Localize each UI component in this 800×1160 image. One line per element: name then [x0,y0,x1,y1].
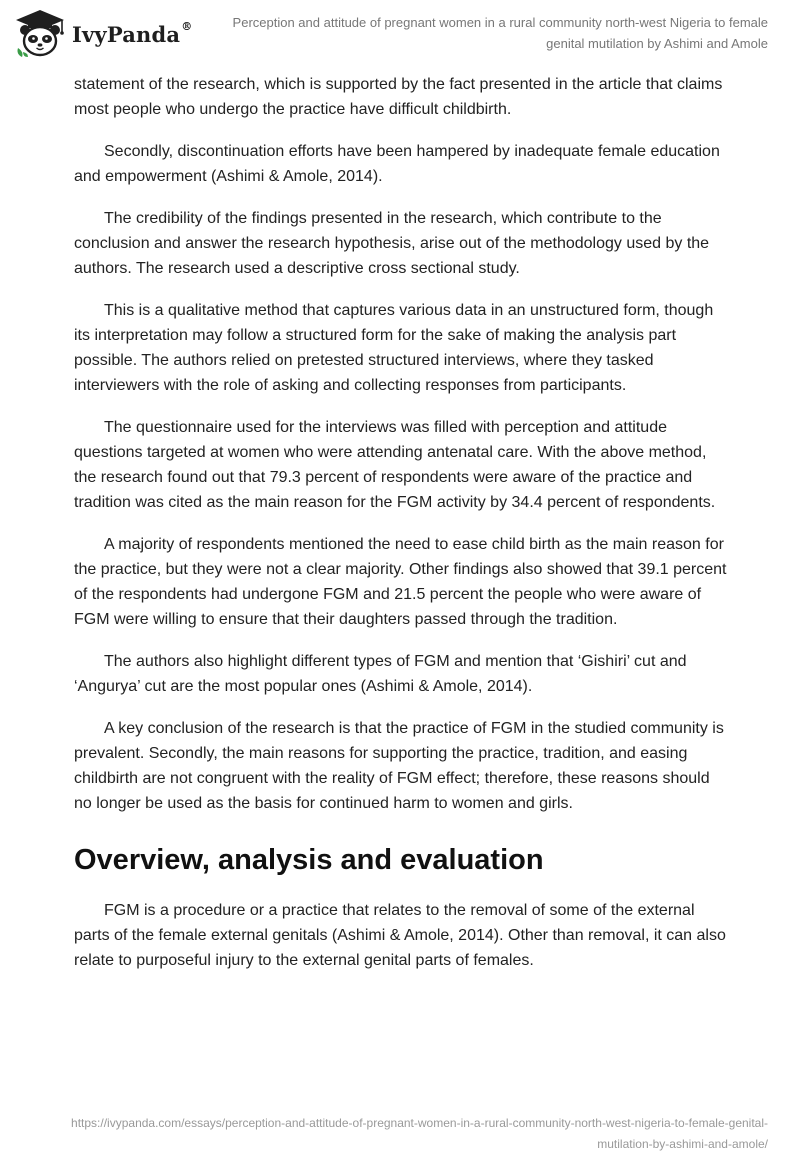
panda-graduate-icon [14,8,66,58]
paragraph: FGM is a procedure or a practice that relates to the removal of some of the external parts of the female external genitals (Ashimi & Amole, 2014). Other than removal, it can also relate to purposeful injury to the external genital parts of females. [74,902,726,969]
logo[interactable] [14,8,192,58]
paragraph: A key conclusion of the research is that the practice of FGM in the studied community is prevalent. Secondly, the main reasons for supporting the practice, tradition, and easing childbirth are not congruent with the reality of FGM effect; therefore, these reasons should no longer be used as the basis for continued harm to women and girls. [74,720,724,812]
paragraph: A majority of respondents mentioned the need to ease child birth as the main reason for the practice, but they were not a clear majority. Other findings also showed that 39.1 percent of the respondents had undergone FGM and 21.5 percent the people who were aware of FGM were willing to ensure that their daughters passed through the tradition. [74,536,727,628]
paragraph: Secondly, discontinuation efforts have been hampered by inadequate female education and empowerment (Ashimi & Amole, 2014). [74,143,720,185]
document-title: Perception and attitude of pregnant women in a rural community north-west Nigeria to female genital mutilation by Ashimi and Amole [232,15,768,51]
logo-text: IvyPanda® [72,19,193,47]
page-header [0,0,800,64]
paragraph: statement of the research, which is supported by the fact presented in the article that claims most people who undergo the practice have difficult childbirth. [74,76,723,118]
section-heading: Overview, analysis and evaluation [74,844,544,876]
footer-url[interactable]: https://ivypanda.com/essays/perception-and-attitude-of-pregnant-women-in-a-rural-community-north-west-nigeria-to-female-genital-mutilation-by-ashimi-and-amole/ [71,1116,768,1151]
paragraph: This is a qualitative method that captures various data in an unstructured form, though its interpretation may follow a structured form for the sake of making the analysis part possible. The authors relied on pretested structured interviews, where they tasked interviewers with the role of asking and collecting responses from participants. [74,302,714,394]
paragraph: The authors also highlight different types of FGM and mention that ‘Gishiri’ cut and ‘Angurya’ cut are the most popular ones (Ashimi & Amole, 2014). [74,653,687,695]
paragraph: The credibility of the findings presented in the research, which contribute to the conclusion and answer the research hypothesis, arise out of the methodology used by the authors. The research used a descriptive cross sectional study. [74,210,710,277]
article-body [74,72,730,990]
paragraph: The questionnaire used for the interviews was filled with perception and attitude questions targeted at women who were attending antenatal care. With the above method, the research found out that 79.3 percent of respondents were aware of the practice and tradition was cited as the main reason for the FGM activity by 34.4 percent of respondents. [74,419,716,511]
